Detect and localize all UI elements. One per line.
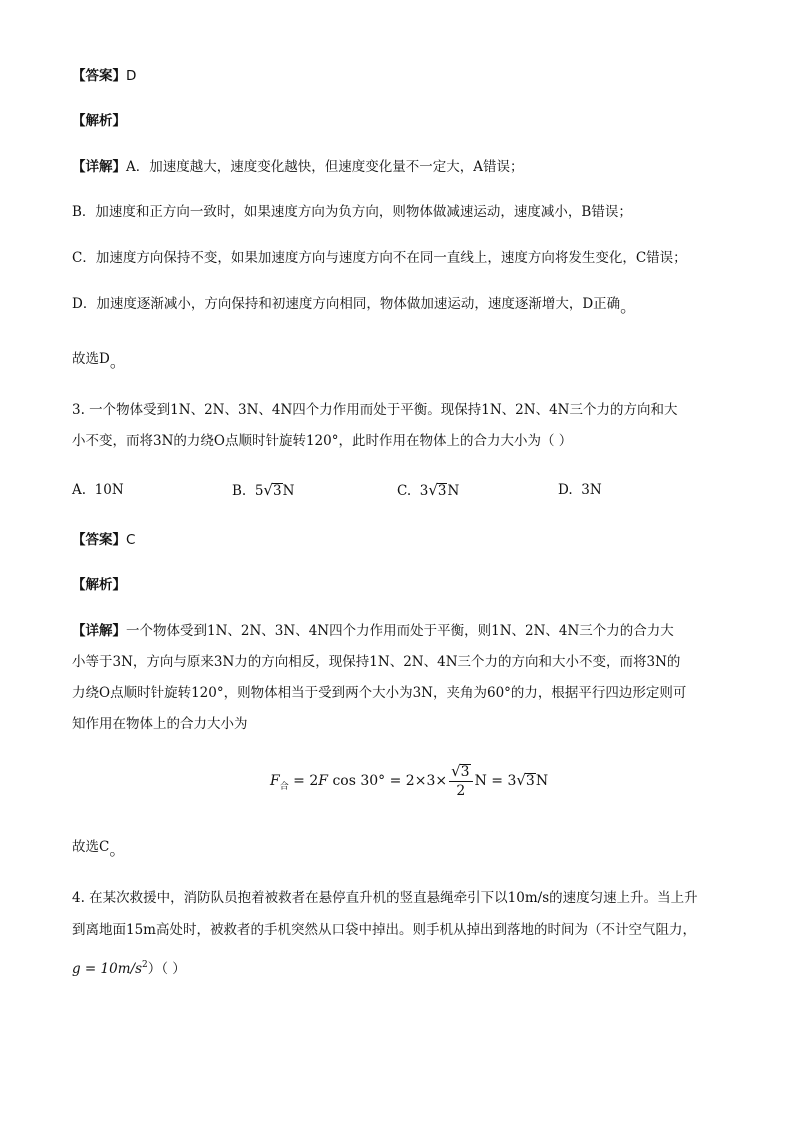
option-c-radicand: 3	[437, 483, 447, 499]
q2-detail-d	[72, 294, 636, 317]
q3-analysis-tag	[72, 575, 126, 595]
formula-fraction: $\frac{√3}{2}$	[449, 762, 472, 800]
analysis-tag: 【解析】	[72, 577, 126, 593]
option-c-coef: 3	[419, 483, 429, 499]
formula-lhs-sub: 合	[279, 782, 289, 792]
q4-g-expression: g = 10m/s	[72, 961, 142, 977]
answer-tag: 【答案】	[72, 68, 126, 84]
q3-answer	[72, 530, 135, 550]
q4-g-sup: 2	[142, 960, 148, 970]
conclusion-end: 。	[109, 352, 126, 371]
q3-option-c: C. 3√3N	[397, 481, 460, 499]
option-b-label: B.	[232, 483, 247, 499]
q3-detail-line3: 力绕O点顺时针旋转120°，则物体相当于受到两个大小为3N，夹角为60°的力，根据平行四边形定则可	[72, 685, 687, 701]
option-a-value: 10N	[94, 482, 124, 498]
q2-conclusion	[72, 349, 126, 372]
formula-part3: N = 3	[474, 773, 517, 789]
q4-stem-line1: 4. 在某次救援中，消防队员抱着被救者在悬停直升机的竖直悬绳牵引下以10m/s的速度匀速上升。当上升	[72, 890, 698, 906]
conclusion-text: 故选C	[72, 839, 110, 855]
q4-stem-line2: 到离地面15m高处时，被救者的手机突然从口袋中掉出。则手机从掉出到落地的时间为（不计空气阻力，	[72, 922, 696, 938]
resultant-force-formula: $F_合 = 2F$ cos 30° = 2×3× $\frac{√3}{2}$ N = 3√3N	[270, 762, 549, 799]
detail-a-text: A．加速度越大，速度变化越快，但速度变化量不一定大，A错误；	[126, 159, 524, 175]
option-b-radicand: 3	[272, 483, 282, 499]
option-c-unit: N	[447, 483, 460, 499]
q3-option-a	[72, 480, 124, 500]
analysis-tag: 【解析】	[72, 113, 126, 129]
q3-conclusion	[72, 837, 125, 860]
fraction-denominator: 2	[456, 783, 466, 799]
detail-d-end: 。	[620, 297, 637, 316]
option-a-label: A.	[72, 482, 87, 498]
q2-answer	[72, 66, 136, 86]
answer-value: C	[126, 532, 136, 548]
answer-tag: 【答案】	[72, 532, 126, 548]
option-d-value: 3N	[581, 482, 602, 498]
formula-part2: cos 30° = 2×3×	[328, 773, 448, 789]
q3-stem-line2: 小不变，而将3N的力绕O点顺时针旋转120°，此时作用在物体上的合力大小为（ ）	[72, 433, 573, 449]
answer-value: D	[126, 68, 137, 84]
q2-detail-a	[72, 157, 524, 177]
option-b-coef: 5	[254, 483, 264, 499]
q2-analysis-tag	[72, 111, 126, 131]
option-c-label: C.	[397, 483, 412, 499]
formula-radicand: 3	[525, 773, 535, 789]
detail-line1-text: 一个物体受到1N、2N、3N、4N四个力作用而处于平衡，则1N、2N、4N三个力的合力大	[126, 623, 674, 639]
q2-detail-b: B．加速度和正方向一致时，如果速度方向为负方向，则物体做减速运动，速度减小，B错误；	[72, 204, 632, 220]
q3-option-d	[558, 480, 602, 500]
detail-tag: 【详解】	[72, 623, 126, 639]
q3-detail-line2: 小等于3N，方向与原来3N力的方向相反，现保持1N、2N、4N三个力的方向和大小不变，而将3N的	[72, 654, 681, 670]
q2-detail-c: C．加速度方向保持不变，如果加速度方向与速度方向不在同一直线上，速度方向将发生变化，C错误；	[72, 250, 687, 266]
q4-stem-line3	[72, 955, 186, 979]
fraction-numerator: 3	[460, 764, 470, 780]
q3-option-b: B. 5√3N	[232, 481, 295, 499]
q4-stem-tail: ）（ ）	[147, 961, 186, 977]
detail-d-text: D．加速度逐渐减小，方向保持和初速度方向相同，物体做加速运动，速度逐渐增大，D正确	[72, 296, 621, 312]
formula-lhs-var: F	[270, 773, 280, 789]
q3-stem-line1: 3. 一个物体受到1N、2N、3N、4N四个力作用而处于平衡。现保持1N、2N、4N三个力的方向和大	[72, 402, 678, 418]
q3-detail-line1	[72, 621, 674, 641]
formula-part1: = 2	[288, 773, 319, 789]
formula-var-f: F	[318, 773, 328, 789]
formula-unit: N	[535, 773, 549, 789]
q3-detail-line4: 知作用在物体上的合力大小为	[72, 716, 248, 732]
conclusion-text: 故选D	[72, 351, 110, 367]
conclusion-end: 。	[109, 840, 126, 859]
option-b-unit: N	[282, 483, 295, 499]
option-d-label: D.	[558, 482, 573, 498]
detail-tag: 【详解】	[72, 159, 126, 175]
